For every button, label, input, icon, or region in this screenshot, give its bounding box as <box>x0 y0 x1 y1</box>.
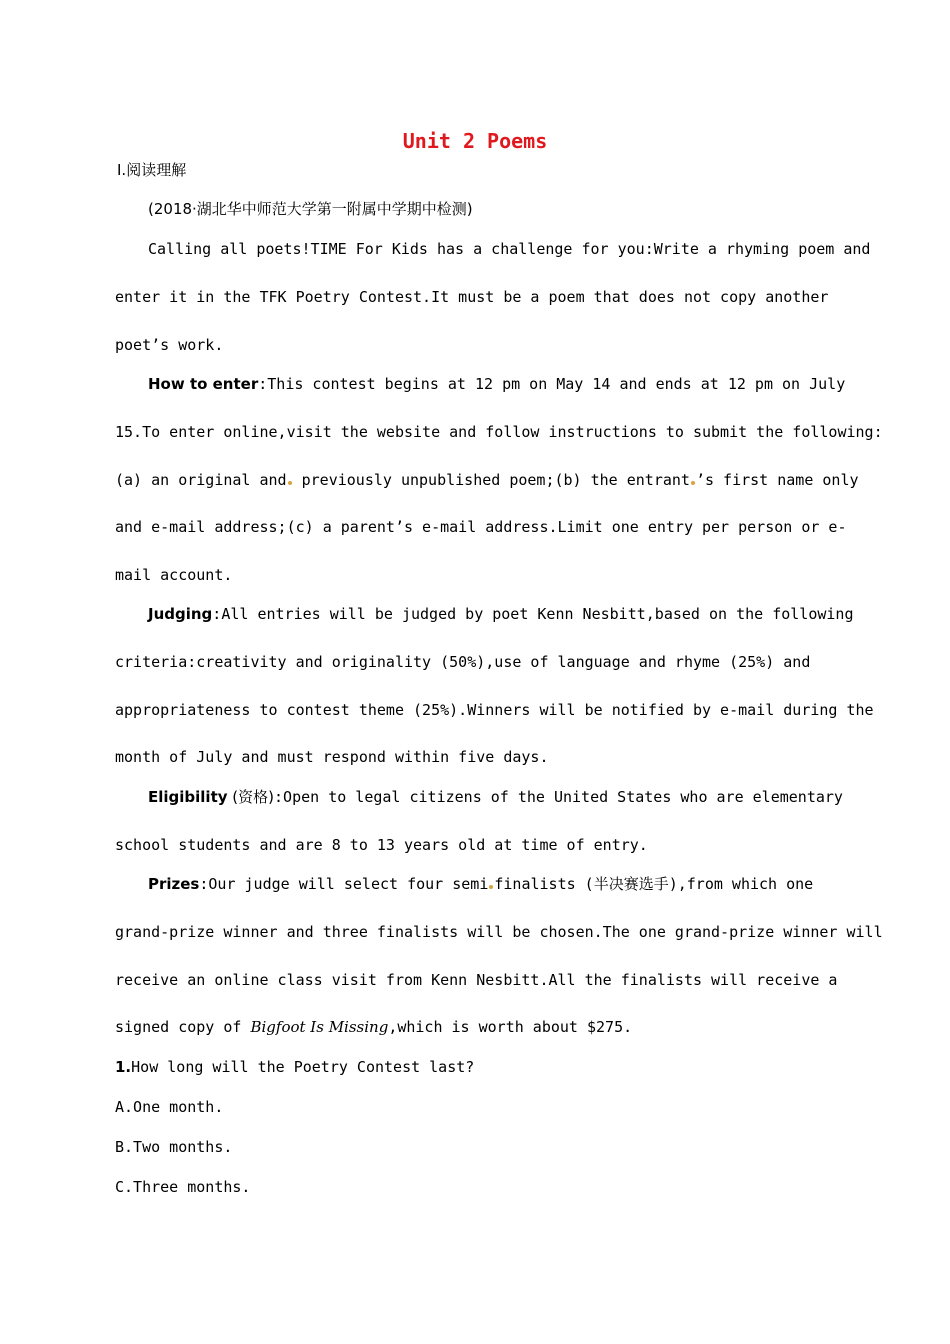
book-title: Bigfoot Is Missing <box>250 1018 389 1036</box>
judging-line-4: month of July and must respond within five days. <box>115 748 549 766</box>
eligibility-heading: Eligibility <box>148 788 228 806</box>
marker-dot-icon <box>489 885 493 889</box>
question-number: 1. <box>115 1058 132 1076</box>
page-title: Unit 2 Poems <box>402 129 548 153</box>
prizes-text-1a: :Our judge will select four semi <box>199 875 489 893</box>
how-to-enter-text-1: :This contest begins at 12 pm on May 14 and ends at 12 pm on July <box>258 375 846 393</box>
how-to-enter-text-3a: (a) an original and <box>115 471 287 489</box>
intro-line-2: enter it in the TFK Poetry Contest.It must be a poem that does not copy another <box>115 288 829 306</box>
judging-line-1 <box>148 603 854 625</box>
option-b: B.Two months. <box>115 1138 233 1156</box>
marker-dot-icon <box>288 481 292 485</box>
judging-line-2: criteria:creativity and originality (50%),use of language and rhyme (25%) and <box>115 653 811 671</box>
option-c: C.Three months. <box>115 1178 251 1196</box>
eligibility-cn: (资格) <box>227 788 275 806</box>
intro-line-1: Calling all poets!TIME For Kids has a challenge for you:Write a rhyming poem and <box>148 240 871 258</box>
intro-line-3: poet’s work. <box>115 336 224 354</box>
prizes-text-4a: signed copy of <box>115 1018 251 1036</box>
how-to-enter-line-5: mail account. <box>115 566 233 584</box>
source-note: (2018·湖北华中师范大学第一附属中学期中检测) <box>148 200 473 218</box>
how-to-enter-heading: How to enter <box>148 375 259 393</box>
how-to-enter-line-4: and e-mail address;(c) a parent’s e-mail address.Limit one entry per person or e- <box>115 518 847 536</box>
prizes-heading: Prizes <box>148 875 200 893</box>
option-a: A.One month. <box>115 1098 224 1116</box>
prizes-line-4 <box>115 1016 835 1038</box>
how-to-enter-text-3b: previously unpublished poem;(b) the entrant <box>292 471 690 489</box>
eligibility-line-1 <box>148 786 843 808</box>
question-1 <box>115 1056 835 1078</box>
how-to-enter-line-1 <box>148 373 846 395</box>
how-to-enter-line-3 <box>115 469 859 491</box>
judging-heading: Judging <box>148 605 213 623</box>
prizes-text-4c: ,which is worth about $275. <box>388 1018 633 1036</box>
how-to-enter-line-2: 15.To enter online,visit the website and follow instructions to submit the following: <box>115 423 883 441</box>
eligibility-line-2: school students and are 8 to 13 years old at time of entry. <box>115 836 648 854</box>
question-text: How long will the Poetry Contest last? <box>131 1058 475 1076</box>
eligibility-text-1: :Open to legal citizens of the United States who are elementary <box>274 788 843 806</box>
prizes-line-1 <box>148 873 828 895</box>
prizes-line-3: receive an online class visit from Kenn Nesbitt.All the finalists will receive a <box>115 971 838 989</box>
marker-dot-icon <box>691 481 695 485</box>
prizes-line-2: grand-prize winner and three finalists will be chosen.The one grand-prize winner will <box>115 923 883 941</box>
how-to-enter-text-3c: ’s first name only <box>695 471 859 489</box>
prizes-text-1b: finalists (半决赛选手),from which one <box>494 875 814 893</box>
judging-line-3: appropriateness to contest theme (25%).Winners will be notified by e-mail during the <box>115 701 874 719</box>
judging-text-1: :All entries will be judged by poet Kenn Nesbitt,based on the following <box>212 605 854 623</box>
section-heading: Ⅰ.阅读理解 <box>117 161 187 179</box>
